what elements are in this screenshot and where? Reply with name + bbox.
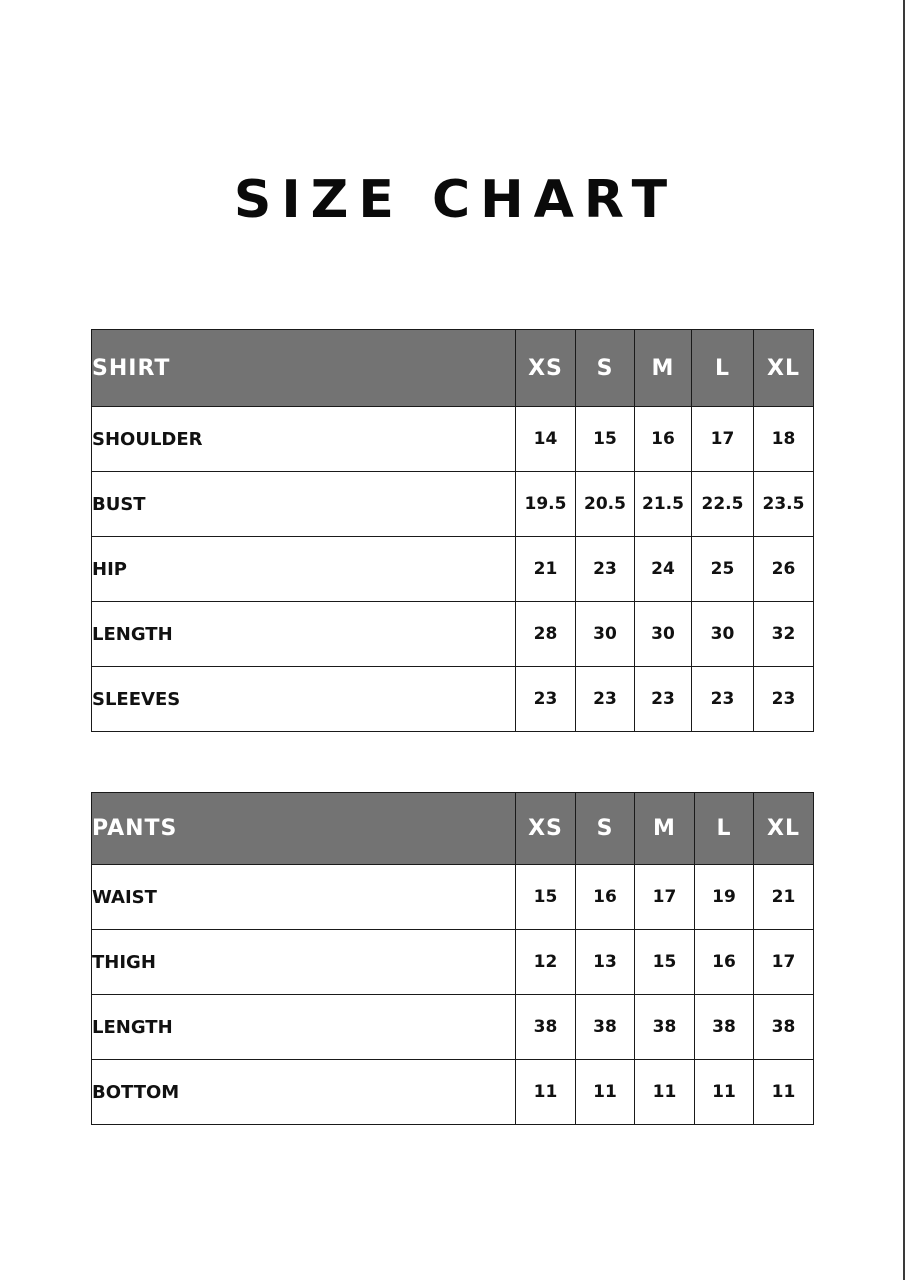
table-row [92,995,814,1060]
table-cell: 13 [576,930,635,995]
table-cell: 11 [516,1060,576,1125]
table-cell: 21 [754,865,814,930]
table-cell: 19 [695,865,754,930]
table-cell: 30 [692,602,754,667]
table-row [92,472,814,537]
table-cell: 26 [754,537,814,602]
table-cell: 15 [516,865,576,930]
table-cell: 23 [754,667,814,732]
table-cell: 38 [635,995,695,1060]
table-cell: 12 [516,930,576,995]
table-cell: 16 [635,407,692,472]
table-cell: 16 [576,865,635,930]
table-cell: 11 [695,1060,754,1125]
row-label-length: LENGTH [92,995,516,1060]
shirt-size-table [91,329,814,732]
table-cell: 18 [754,407,814,472]
table-row [92,865,814,930]
table-cell: 14 [516,407,576,472]
table-row [92,667,814,732]
size-header-xl: XL [754,330,814,407]
size-header-xs: XS [516,330,576,407]
table-cell: 38 [576,995,635,1060]
table-cell: 38 [695,995,754,1060]
table-row [92,407,814,472]
table-cell: 30 [635,602,692,667]
pants-size-table [91,792,814,1125]
table-cell: 23 [576,667,635,732]
size-header-l: L [692,330,754,407]
table-cell: 28 [516,602,576,667]
table-cell: 16 [695,930,754,995]
table-cell: 15 [576,407,635,472]
table-cell: 23 [576,537,635,602]
table-cell: 23 [516,667,576,732]
row-label-shoulder: SHOULDER [92,407,516,472]
table-cell: 17 [754,930,814,995]
row-label-bottom: BOTTOM [92,1060,516,1125]
table-row [92,1060,814,1125]
table-cell: 11 [635,1060,695,1125]
table-cell: 38 [754,995,814,1060]
table-cell: 22.5 [692,472,754,537]
table-cell: 25 [692,537,754,602]
size-header-s: S [576,793,635,865]
size-header-xs: XS [516,793,576,865]
table-cell: 30 [576,602,635,667]
table-cell: 20.5 [576,472,635,537]
row-label-sleeves: SLEEVES [92,667,516,732]
table-cell: 15 [635,930,695,995]
table-cell: 11 [754,1060,814,1125]
row-label-hip: HIP [92,537,516,602]
pants-table-title: PANTS [92,793,516,865]
table-cell: 23 [692,667,754,732]
row-label-thigh: THIGH [92,930,516,995]
size-header-m: M [635,793,695,865]
shirt-table-title: SHIRT [92,330,516,407]
table-row [92,602,814,667]
size-header-l: L [695,793,754,865]
row-label-length: LENGTH [92,602,516,667]
size-header-s: S [576,330,635,407]
table-cell: 24 [635,537,692,602]
table-cell: 11 [576,1060,635,1125]
table-cell: 19.5 [516,472,576,537]
table-cell: 17 [635,865,695,930]
size-header-xl: XL [754,793,814,865]
table-row [92,930,814,995]
table-cell: 38 [516,995,576,1060]
table-cell: 23.5 [754,472,814,537]
shirt-header-row [92,330,814,407]
table-row [92,537,814,602]
table-cell: 21 [516,537,576,602]
pants-header-row [92,793,814,865]
table-cell: 32 [754,602,814,667]
table-cell: 17 [692,407,754,472]
table-cell: 21.5 [635,472,692,537]
row-label-bust: BUST [92,472,516,537]
size-header-m: M [635,330,692,407]
page-title: SIZE CHART [233,170,678,230]
row-label-waist: WAIST [92,865,516,930]
table-cell: 23 [635,667,692,732]
